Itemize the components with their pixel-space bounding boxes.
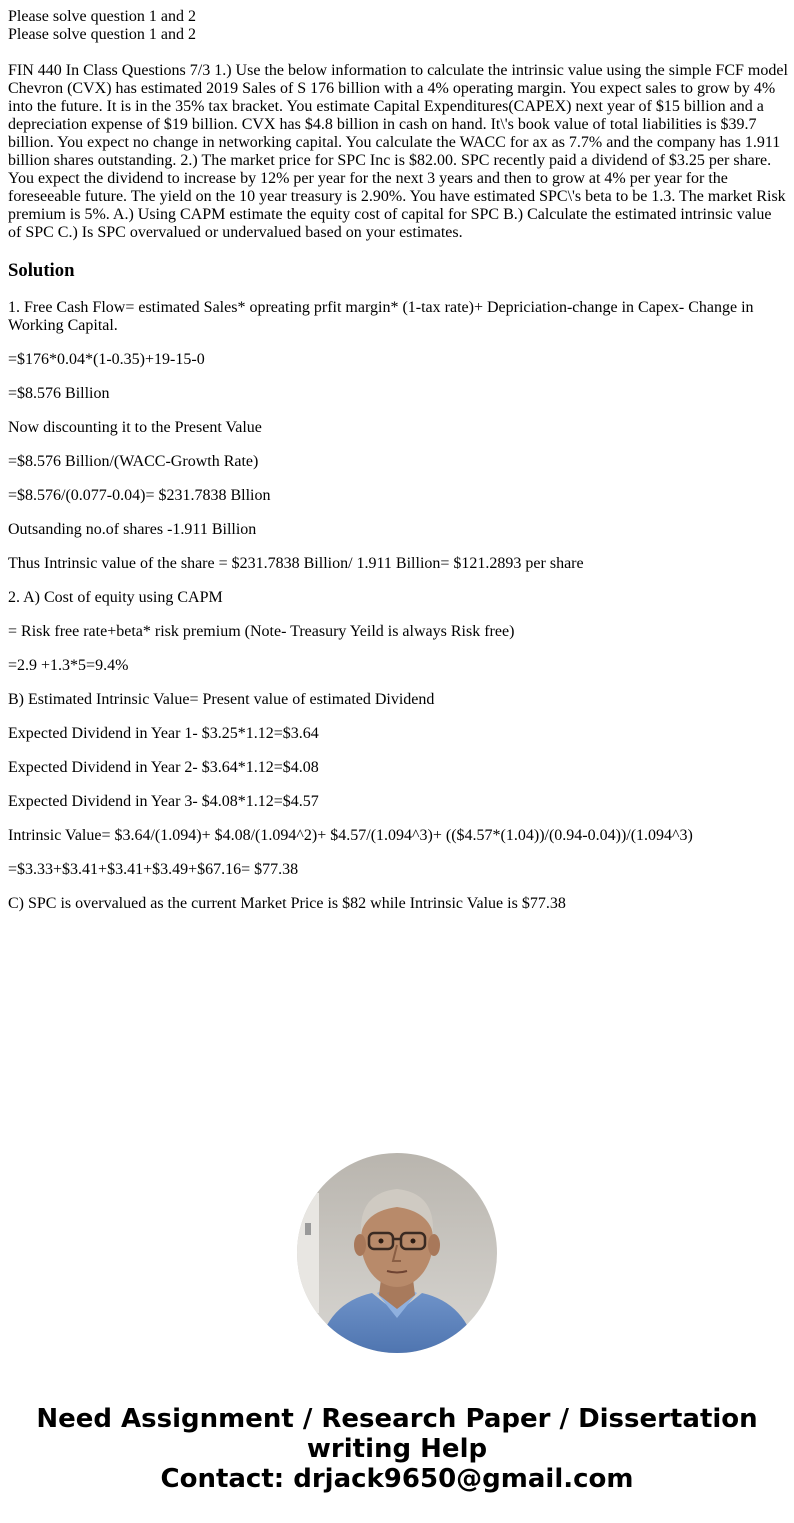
solution-paragraph: = Risk free rate+beta* risk premium (Note- Treasury Yeild is always Risk free) xyxy=(8,623,515,640)
question-text: FIN 440 In Class Questions 7/3 1.) Use the below information to calculate the intrinsic value using the simple FCF model Chevron (CVX) has estimated 2019 Sales of S 176 billion with a 4% operating margin. You expect sales to grow by 4% into the future. It is in the 35% tax bracket. You estimate Capital Expenditures(CAPEX) next year of $15 billion and a depreciation expense of $19 billion. CVX has $4.8 billion in cash on hand. It\'s book value of total liabilities is $39.7 billion. You expect no change in networking capital. You calculate the WACC for ax as 7.7% and the company has 1.911 billion shares outstanding. 2.) The market price for SPC Inc is $82.00. SPC recently paid a dividend of $3.25 per share. You expect the dividend to increase by 12% per year for the next 3 years and then to grow at 4% per year for the foreseeable future. The yield on the 10 year treasury is 2.90%. You have estimated SPC\'s beta to be 1.3. The market Risk premium is 5%. A.) Using CAPM estimate the equity cost of capital for SPC B.) Calculate the estimated intrinsic value of SPC C.) Is SPC overvalued or undervalued based on your estimates. xyxy=(8,62,788,241)
solution-paragraph: Outsanding no.of shares -1.911 Billion xyxy=(8,521,257,538)
solution-paragraph: Expected Dividend in Year 3- $4.08*1.12=$4.57 xyxy=(8,793,319,810)
contact-email: Contact: drjack9650@gmail.com xyxy=(160,1464,634,1494)
solution-paragraph: =$8.576 Billion xyxy=(8,385,110,402)
solution-paragraph: Expected Dividend in Year 2- $3.64*1.12=$4.08 xyxy=(8,759,319,776)
solution-heading: Solution xyxy=(8,260,75,281)
tutor-portrait-image xyxy=(297,1153,497,1353)
banner-line: Need Assignment / Research Paper / Dissertation xyxy=(36,1404,758,1434)
page-content xyxy=(8,8,788,913)
solution-paragraph: =$8.576 Billion/(WACC-Growth Rate) xyxy=(8,453,259,470)
solution-body xyxy=(8,299,788,913)
request-line: Please solve question 1 and 2 xyxy=(8,26,196,43)
solution-paragraph: Thus Intrinsic value of the share = $231.7838 Billion/ 1.911 Billion= $121.2893 per share xyxy=(8,555,584,572)
tutor-avatar xyxy=(297,1153,497,1353)
solution-paragraph: 1. Free Cash Flow= estimated Sales* opreating prfit margin* (1-tax rate)+ Depriciation-change in Capex- Change in Working Capital. xyxy=(8,299,754,334)
banner-line: writing Help xyxy=(306,1434,488,1464)
solution-paragraph: 2. A) Cost of equity using CAPM xyxy=(8,589,223,606)
contact-banner xyxy=(0,1404,794,1494)
solution-paragraph: B) Estimated Intrinsic Value= Present value of estimated Dividend xyxy=(8,691,435,708)
solution-paragraph: =$8.576/(0.077-0.04)= $231.7838 Bllion xyxy=(8,487,271,504)
solution-paragraph: Intrinsic Value= $3.64/(1.094)+ $4.08/(1.094^2)+ $4.57/(1.094^3)+ (($4.57*(1.04))/(0.94-0.04))/(1.094^3) xyxy=(8,827,693,844)
solution-paragraph: =2.9 +1.3*5=9.4% xyxy=(8,657,129,674)
solution-paragraph: =$176*0.04*(1-0.35)+19-15-0 xyxy=(8,351,205,368)
solution-paragraph: =$3.33+$3.41+$3.41+$3.49+$67.16= $77.38 xyxy=(8,861,299,878)
request-line: Please solve question 1 and 2 xyxy=(8,8,196,25)
solution-paragraph: Expected Dividend in Year 1- $3.25*1.12=$3.64 xyxy=(8,725,319,742)
solution-paragraph: C) SPC is overvalued as the current Market Price is $82 while Intrinsic Value is $77.38 xyxy=(8,895,566,912)
solution-paragraph: Now discounting it to the Present Value xyxy=(8,419,262,436)
